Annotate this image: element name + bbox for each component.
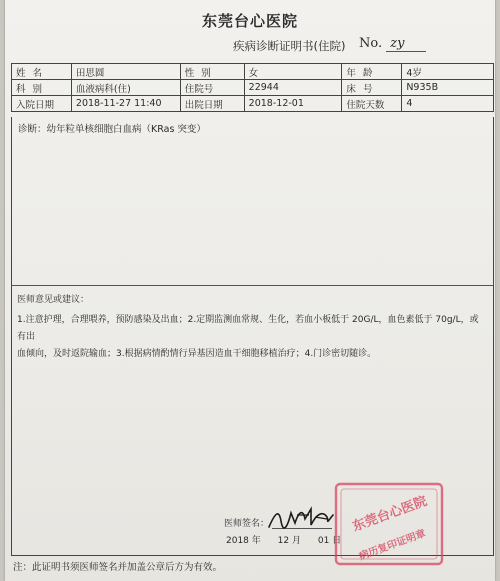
bed-value: N935B <box>402 80 494 96</box>
inpatient-number-value: 22944 <box>244 80 342 96</box>
gender-label: 性 别 <box>180 64 244 80</box>
inpatient-number-label: 住院号 <box>180 80 244 96</box>
diagnosis-text: 诊断：幼年粒单核细胞白血病（KRas 突变） <box>18 124 206 135</box>
advice-heading: 医师意见或建议： <box>17 295 90 305</box>
advice-line: 血倾向，及时返院输血；3.根据病情酌情行异基因造血干细胞移植治疗；4.门诊密切随诊。 <box>17 349 377 359</box>
department-label: 科 别 <box>12 80 72 96</box>
sign-date-year: 2018 年 <box>226 536 261 546</box>
signature-label: 医师签名： <box>224 519 270 529</box>
stay-days-value: 4 <box>402 96 494 112</box>
sign-date-month: 12 月 <box>277 536 301 546</box>
name-label: 姓 名 <box>12 64 72 80</box>
age-value: 4岁 <box>402 64 494 80</box>
seal-bottom-text: 病历复印证明章 <box>357 528 428 563</box>
hospital-name: 东莞台心医院 <box>201 12 298 30</box>
certificate-sheet <box>5 0 495 581</box>
official-seal <box>330 478 448 570</box>
age-label: 年 龄 <box>342 64 402 80</box>
document-title: 疾病诊断证明书(住院) <box>233 39 346 53</box>
document-number-label: No. <box>359 36 383 51</box>
admission-date-value: 2018-11-27 11:40 <box>71 96 180 112</box>
table-row <box>12 64 494 80</box>
name-value: 田思圆 <box>71 64 180 80</box>
handwritten-signature <box>267 503 337 533</box>
advice-line: 1.注意护理，合理喂养，预防感染及出血；2.定期监测血常规、生化，若血小板低于 20G/L，血色素低于 70g/L，或有出 <box>17 315 479 342</box>
discharge-date-value: 2018-12-01 <box>244 96 342 112</box>
table-row <box>12 96 494 112</box>
footnote: 注：此证明书须医师签名并加盖公章后方为有效。 <box>13 562 223 573</box>
stay-days-label: 住院天数 <box>342 96 402 112</box>
bed-label: 床 号 <box>342 80 402 96</box>
sign-date-day: 01 日 <box>317 536 342 546</box>
discharge-date-label: 出院日期 <box>180 96 244 112</box>
diagnosis-section <box>11 117 494 286</box>
document-number <box>359 36 426 52</box>
seal-top-text: 东莞台心医院 <box>350 493 430 535</box>
department-value: 血液病科(住) <box>71 80 180 96</box>
gender-value: 女 <box>244 64 342 80</box>
patient-info-table <box>11 63 494 112</box>
advice-text <box>17 312 487 363</box>
admission-date-label: 入院日期 <box>12 96 72 112</box>
table-row <box>12 80 494 96</box>
document-number-value: zy <box>386 36 426 52</box>
